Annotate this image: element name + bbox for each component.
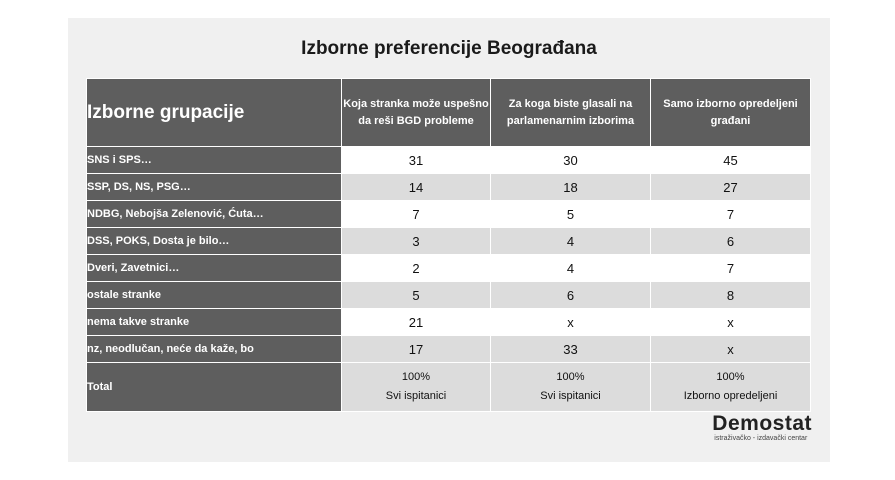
- cell-value: x: [651, 336, 811, 363]
- row-label: NDBG, Nebojša Zelenović, Ćuta…: [87, 201, 342, 228]
- cell-value: 7: [651, 255, 811, 282]
- cell-value: 17: [342, 336, 491, 363]
- logo-tagline: istraživačko - izdavački centar: [714, 435, 808, 442]
- table-row: [87, 228, 811, 255]
- row-label: nema takve stranke: [87, 309, 342, 336]
- total-pct: 100%: [401, 371, 431, 383]
- cell-value: 14: [342, 174, 491, 201]
- cell-value: 3: [342, 228, 491, 255]
- row-label: DSS, POKS, Dosta je bilo…: [87, 228, 342, 255]
- column-header-2: Za koga biste glasali na parlamenarnim izborima: [491, 79, 651, 147]
- demostat-logo: [712, 412, 812, 442]
- slide-panel: [68, 18, 830, 462]
- total-label: Total: [87, 363, 342, 412]
- cell-value: x: [651, 309, 811, 336]
- total-pct: 100%: [716, 371, 745, 383]
- cell-value: 33: [491, 336, 651, 363]
- total-note: Svi ispitanici: [540, 390, 601, 402]
- cell-value: 2: [342, 255, 491, 282]
- cell-value: 5: [491, 201, 651, 228]
- cell-value: 8: [651, 282, 811, 309]
- total-note: Svi ispitanici: [385, 390, 447, 402]
- cell-value: 6: [651, 228, 811, 255]
- table-row: [87, 201, 811, 228]
- cell-value: 5: [342, 282, 491, 309]
- cell-value: 4: [491, 228, 651, 255]
- chart-title: Izborne preferencije Beograđana: [301, 38, 597, 59]
- total-cell: [491, 363, 651, 412]
- table-row: [87, 336, 811, 363]
- cell-value: 21: [342, 309, 491, 336]
- row-label: SNS i SPS…: [87, 147, 342, 174]
- cell-value: 4: [491, 255, 651, 282]
- cell-value: x: [491, 309, 651, 336]
- total-cell: [651, 363, 811, 412]
- logo-name: Demostat: [712, 412, 812, 435]
- cell-value: 31: [342, 147, 491, 174]
- total-note: Izborno opredeljeni: [683, 390, 778, 402]
- total-pct: 100%: [556, 371, 585, 383]
- total-row: [87, 363, 811, 412]
- cell-value: 18: [491, 174, 651, 201]
- total-cell: [342, 363, 491, 412]
- header-row: [87, 79, 811, 147]
- row-label: SSP, DS, NS, PSG…: [87, 174, 342, 201]
- table-row: [87, 255, 811, 282]
- cell-value: 7: [342, 201, 491, 228]
- column-header-1: Koja stranka može uspešno da reši BGD probleme: [342, 79, 491, 147]
- column-header-3: Samo izborno opredeljeni građani: [651, 79, 811, 147]
- preferences-table: [86, 78, 811, 412]
- row-header: Izborne grupacije: [87, 79, 342, 147]
- cell-value: 27: [651, 174, 811, 201]
- cell-value: 7: [651, 201, 811, 228]
- cell-value: 30: [491, 147, 651, 174]
- table-row: [87, 174, 811, 201]
- row-label: nz, neodlučan, neće da kaže, bo: [87, 336, 342, 363]
- table-row: [87, 147, 811, 174]
- row-label: ostale stranke: [87, 282, 342, 309]
- cell-value: 6: [491, 282, 651, 309]
- table-row: [87, 282, 811, 309]
- cell-value: 45: [651, 147, 811, 174]
- table-row: [87, 309, 811, 336]
- row-label: Dveri, Zavetnici…: [87, 255, 342, 282]
